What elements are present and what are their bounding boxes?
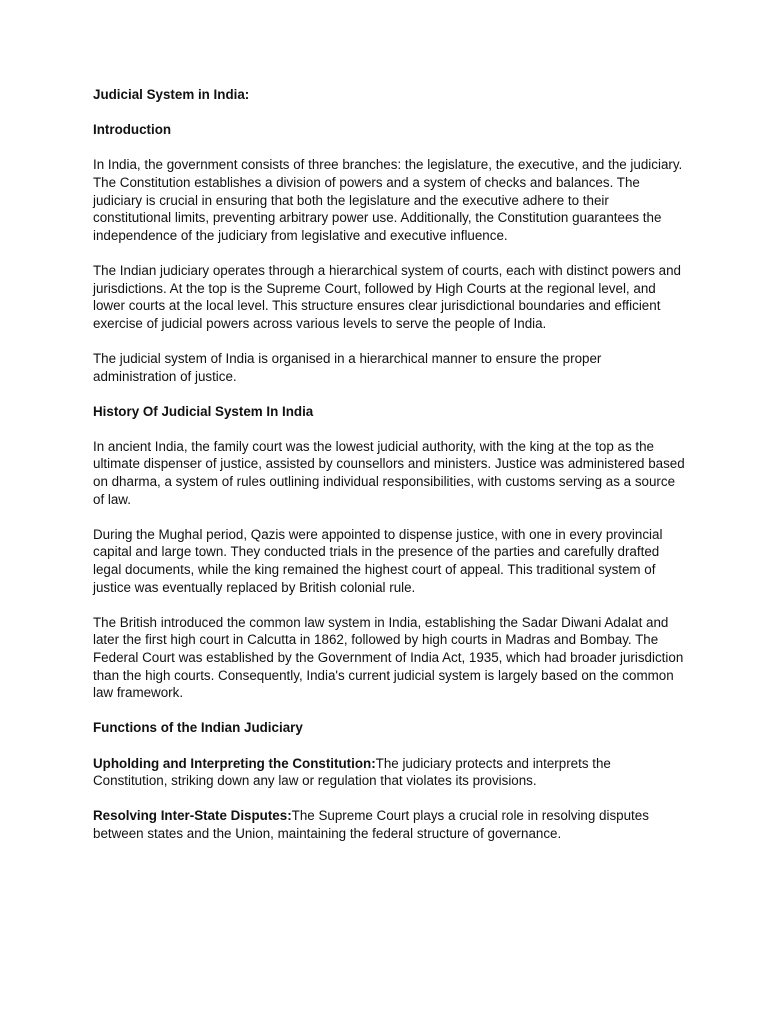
section-heading-functions: Functions of the Indian Judiciary xyxy=(93,720,303,736)
section-heading-history: History Of Judicial System In India xyxy=(93,403,314,419)
function-item-lead: Resolving Inter-State Disputes: xyxy=(93,808,292,824)
paragraph: In India, the government consists of three branches: the legislature, the executive, and the judiciary. The Constitution establishes a division of powers and a system of checks and balances. The judiciary is crucial in ensuring that both the legislature and the executive adhere to their constitutional limits, preventing arbitrary power use. Additionally, the Constitution guarantees the independence of the judiciary from legislative and executive influence. xyxy=(93,157,683,243)
function-item xyxy=(93,755,688,790)
function-item-text: The Supreme Court plays a crucial role in resolving disputes between states and the Union, maintaining the federal structure of governance. xyxy=(93,808,649,841)
function-item-lead: Upholding and Interpreting the Constitution: xyxy=(93,755,376,771)
paragraph: In ancient India, the family court was the lowest judicial authority, with the king at the top as the ultimate dispenser of justice, assisted by counsellors and ministers. Justice was administered based on dharma, a system of rules outlining individual responsibilities, with customs serving as a source of law. xyxy=(93,438,685,507)
section-heading-introduction: Introduction xyxy=(93,122,172,138)
paragraph: The Indian judiciary operates through a hierarchical system of courts, each with distinct powers and jurisdictions. At the top is the Supreme Court, followed by High Courts at the regional level, and lower courts at the local level. This structure ensures clear jurisdictional boundaries and efficient exercise of judicial powers across various levels to serve the people of India. xyxy=(93,262,681,331)
function-item-text: The judiciary protects and interprets the Constitution, striking down any law or regulation that violates its provisions. xyxy=(93,755,611,789)
paragraph: The British introduced the common law system in India, establishing the Sadar Diwani Adalat and later the first high court in Calcutta in 1862, followed by high courts in Madras and Bombay. The Federal Court was established by the Government of India Act, 1935, which had broader jurisdiction than the high courts. Consequently, India's current judicial system is largely based on the common law framework. xyxy=(93,614,684,701)
paragraph: The judicial system of India is organised in a hierarchical manner to ensure the proper administration of justice. xyxy=(93,350,602,384)
function-item xyxy=(93,807,688,842)
document-title: Judicial System in India: xyxy=(93,87,250,102)
paragraph: During the Mughal period, Qazis were appointed to dispense justice, with one in every provincial capital and large town. They conducted trials in the presence of the parties and carefully drafted legal documents, while the king remained the highest court of appeal. This traditional system of justice was eventually replaced by British colonial rule. xyxy=(93,526,663,595)
